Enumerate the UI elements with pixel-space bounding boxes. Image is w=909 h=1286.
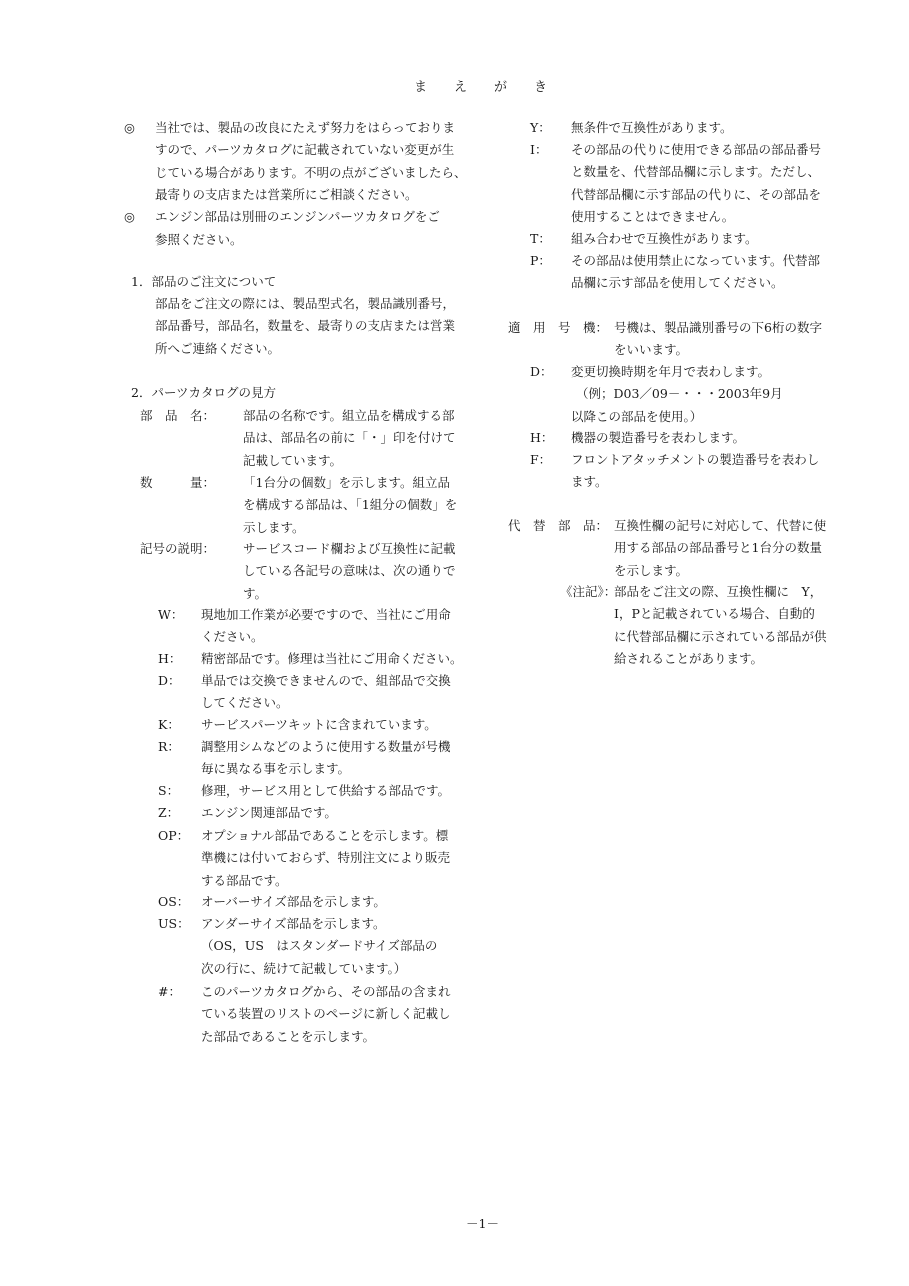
field-label: 部 品 名： [140, 408, 216, 423]
symbol-code: H： [158, 651, 182, 666]
section-heading: 2．パーツカタログの見方 [131, 385, 276, 400]
field-text-line: 部品の名称です。組立品を構成する部 [243, 408, 455, 423]
symbol-text-line: 単品では交換できませんので、組部品で交換 [201, 673, 451, 688]
compat-code: P： [530, 253, 551, 268]
symbol-text-line: エンジン関連部品です。 [201, 805, 337, 820]
field-text-line: 記載しています。 [243, 452, 343, 468]
symbol-code: US： [158, 916, 190, 931]
serial-text-line: 変更切換時期を年月で表わします。 [571, 364, 771, 379]
symbol-text-line: 準機には付いておらず、特別注文により販売 [201, 850, 451, 866]
serial-text-line: 以降この部品を使用。） [571, 408, 703, 424]
symbol-code: S： [158, 783, 180, 798]
serial-code: D： [530, 364, 553, 379]
compat-text-line: 代替部品欄に示す部品の代りに、その部品を [571, 186, 822, 202]
compat-text-line: 品欄に示す部品を使用してください。 [571, 275, 784, 291]
symbol-code: Z： [158, 805, 180, 820]
compat-text-line: と数量を、代替部品欄に示します。ただし、 [571, 164, 821, 180]
field-text-line: 品は、部品名の前に「・」印を付けて [243, 430, 456, 446]
symbol-text-line: サービスパーツキットに含まれています。 [201, 717, 437, 732]
note-text-line: 参照ください。 [155, 231, 243, 247]
serial-text-line: （例；D03／09－・・・2003年9月 [576, 386, 783, 402]
symbol-text-line: このパーツカタログから、その部品の含まれ [201, 984, 451, 999]
note-text-line: I，Pと記載されている場合、自動的 [614, 606, 815, 622]
symbol-text-line: ている装置のリストのページに新しく記載し [201, 1006, 451, 1022]
symbol-text-line: 次の行に、続けて記載しています。） [201, 960, 407, 976]
symbol-text-line: してください。 [201, 695, 289, 711]
symbol-text-line: 毎に異なる事を示します。 [201, 761, 351, 777]
symbol-text-line: 修理，サービス用として供給する部品です。 [201, 783, 451, 798]
symbol-text-line: 精密部品です。修理は当社にご用命ください。 [201, 651, 463, 666]
serial-text-line: フロントアタッチメントの製造番号を表わし [571, 452, 820, 467]
field-text-line: をいいます。 [614, 342, 689, 358]
symbol-text-line: する部品です。 [201, 872, 288, 888]
symbol-text-line: オプショナル部品であることを示します。標 [201, 828, 449, 843]
compat-text-line: 無条件で互換性があります。 [571, 120, 733, 135]
compat-text-line: 組み合わせで互換性があります。 [571, 231, 758, 246]
page-title: まえがき [414, 80, 575, 95]
serial-text-line: 機器の製造番号を表わします。 [571, 430, 746, 445]
symbol-code: #： [158, 984, 181, 999]
compat-text-line: 使用することはできません。 [571, 208, 735, 224]
field-label: 代 替 部 品： [508, 518, 609, 533]
symbol-code: D： [158, 673, 181, 688]
field-text-line: 「1台分の個数」を示します。組立品 [243, 475, 450, 490]
section-heading: 1．部品のご注文について [131, 274, 277, 289]
field-label: 数 量： [140, 475, 216, 490]
note-mark: ◎ [124, 209, 135, 225]
symbol-text-line: 現地加工作業が必要ですので、当社にご用命 [201, 607, 451, 622]
field-text-line: サービスコード欄および互換性に記載 [243, 541, 456, 556]
field-label: 適 用 号 機： [508, 320, 609, 335]
symbol-text-line: ください。 [201, 629, 264, 645]
section-text-line: 所へご連絡ください。 [155, 340, 281, 356]
field-text-line: 用する部品の部品番号と1台分の数量 [614, 540, 822, 556]
symbol-code: OP： [158, 828, 190, 843]
symbol-code: W： [158, 607, 184, 622]
note-text-line: じている場合があります。不明の点がございましたら、 [155, 164, 467, 180]
note-text-line: 当社では、製品の改良にたえず努力をはらっておりま [155, 120, 456, 135]
symbol-text-line: オーバーサイズ部品を示します。 [201, 894, 386, 909]
field-text-line: 号機は、製品識別番号の下6桁の数字 [614, 320, 822, 335]
symbol-text-line: アンダーサイズ部品を示します。 [201, 916, 386, 931]
serial-code: F： [530, 452, 552, 467]
section-text-line: 部品をご注文の際には、製品型式名，製品識別番号， [155, 296, 456, 311]
compat-code: T： [530, 231, 551, 246]
compat-text-line: その部品の代りに使用できる部品の部品番号 [571, 142, 822, 157]
field-text-line: 互換性欄の記号に対応して、代替に使 [614, 518, 827, 533]
serial-code: H： [530, 430, 554, 445]
note-text-line: 部品をご注文の際、互換性欄に Y， [614, 584, 823, 599]
symbol-code: R： [158, 739, 180, 754]
field-text-line: す。 [243, 585, 268, 601]
field-text-line: を構成する部品は、「1組分の個数」を [243, 497, 458, 513]
section-text-line: 部品番号，部品名，数量を、最寄りの支店または営業 [155, 318, 456, 334]
field-text-line: している各記号の意味は、次の通りで [243, 563, 456, 579]
note-text-line: に代替部品欄に示されている部品が供 [614, 628, 827, 644]
compat-code: I： [530, 142, 548, 157]
compat-text-line: その部品は使用禁止になっています。代替部 [571, 253, 821, 268]
field-text-line: 示します。 [243, 519, 305, 535]
note-label: 《注記》： [560, 584, 617, 599]
note-text-line: エンジン部品は別冊のエンジンパーツカタログをご [155, 209, 440, 225]
compat-code: Y： [530, 120, 551, 135]
note-text-line: すので、パーツカタログに記載されていない変更が生 [155, 142, 455, 158]
serial-text-line: ます。 [571, 474, 608, 490]
note-mark: ◎ [124, 120, 135, 135]
field-text-line: を示します。 [614, 562, 689, 578]
symbol-code: OS： [158, 894, 190, 909]
note-text-line: 給されることがあります。 [614, 650, 764, 666]
symbol-text-line: （OS，US はスタンダードサイズ部品の [201, 938, 438, 954]
note-text-line: 最寄りの支店または営業所にご相談ください。 [155, 186, 418, 202]
symbol-text-line: た部品であることを示します。 [201, 1028, 376, 1044]
page-number: －1－ [466, 1216, 499, 1231]
field-label: 記号の説明： [140, 541, 216, 556]
symbol-code: K： [158, 717, 180, 732]
symbol-text-line: 調整用シムなどのように使用する数量が号機 [201, 739, 451, 754]
